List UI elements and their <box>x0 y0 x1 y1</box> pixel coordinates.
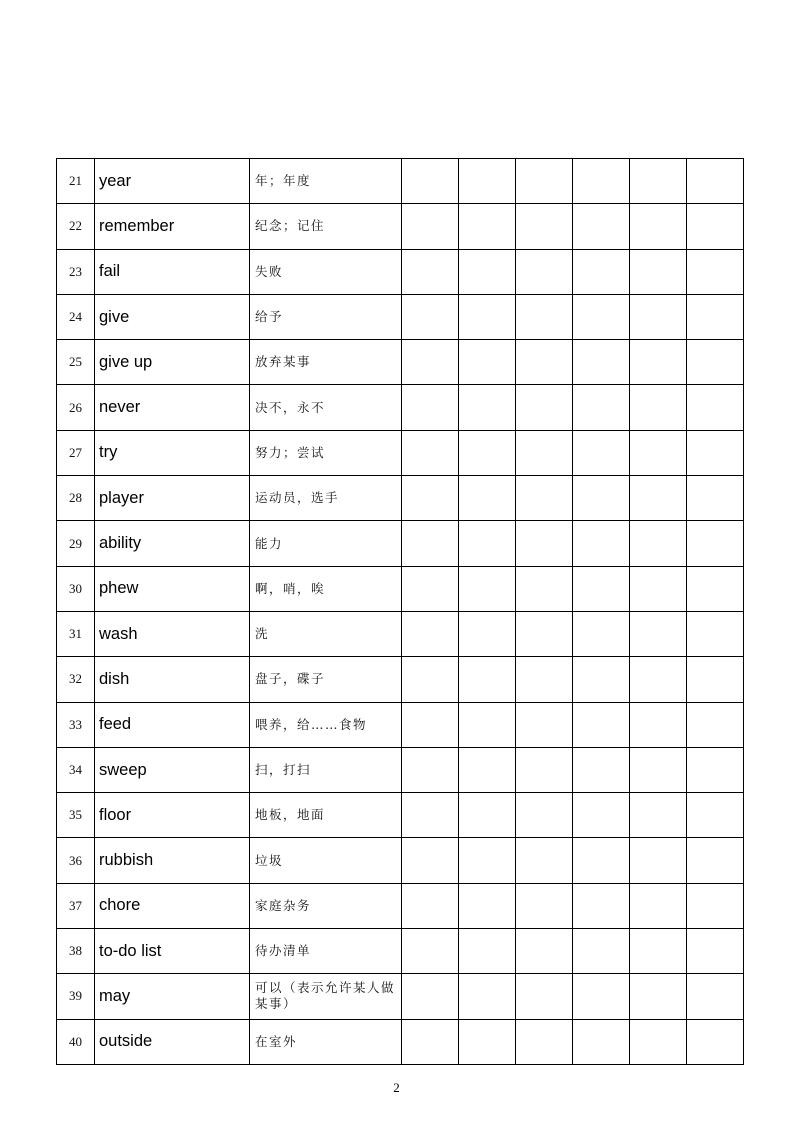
english-word: try <box>95 430 250 475</box>
table-row <box>57 929 744 974</box>
practice-cell <box>687 974 744 1019</box>
practice-cell <box>402 476 459 521</box>
english-word: phew <box>95 566 250 611</box>
practice-cell <box>459 430 516 475</box>
chinese-meaning: 决不，永不 <box>250 385 402 430</box>
practice-cell <box>630 838 687 883</box>
practice-cell <box>573 974 630 1019</box>
practice-cell <box>402 204 459 249</box>
practice-cell <box>402 294 459 339</box>
table-row <box>57 611 744 656</box>
chinese-meaning: 能力 <box>250 521 402 566</box>
english-word: floor <box>95 793 250 838</box>
table-row <box>57 294 744 339</box>
practice-cell <box>687 566 744 611</box>
practice-cell <box>630 929 687 974</box>
practice-cell <box>402 611 459 656</box>
row-number: 40 <box>57 1019 95 1064</box>
practice-cell <box>687 340 744 385</box>
english-word: may <box>95 974 250 1019</box>
practice-cell <box>402 747 459 792</box>
english-word: feed <box>95 702 250 747</box>
practice-cell <box>459 521 516 566</box>
practice-cell <box>630 702 687 747</box>
chinese-meaning: 纪念；记住 <box>250 204 402 249</box>
row-number: 31 <box>57 611 95 656</box>
practice-cell <box>687 793 744 838</box>
practice-cell <box>402 385 459 430</box>
practice-cell <box>687 883 744 928</box>
practice-cell <box>459 385 516 430</box>
practice-cell <box>516 702 573 747</box>
table-row <box>57 566 744 611</box>
practice-cell <box>402 340 459 385</box>
practice-cell <box>516 521 573 566</box>
chinese-meaning: 扫，打扫 <box>250 747 402 792</box>
practice-cell <box>459 702 516 747</box>
practice-cell <box>687 1019 744 1064</box>
practice-cell <box>516 249 573 294</box>
vocabulary-table-body <box>57 159 744 1065</box>
row-number: 39 <box>57 974 95 1019</box>
row-number: 38 <box>57 929 95 974</box>
english-word: give <box>95 294 250 339</box>
practice-cell <box>630 204 687 249</box>
row-number: 24 <box>57 294 95 339</box>
practice-cell <box>573 340 630 385</box>
practice-cell <box>630 340 687 385</box>
chinese-meaning: 给予 <box>250 294 402 339</box>
practice-cell <box>402 974 459 1019</box>
table-row <box>57 1019 744 1064</box>
practice-cell <box>459 657 516 702</box>
practice-cell <box>402 1019 459 1064</box>
practice-cell <box>573 702 630 747</box>
chinese-meaning: 放弃某事 <box>250 340 402 385</box>
practice-cell <box>687 385 744 430</box>
practice-cell <box>573 159 630 204</box>
english-word: outside <box>95 1019 250 1064</box>
row-number: 32 <box>57 657 95 702</box>
practice-cell <box>573 611 630 656</box>
english-word: never <box>95 385 250 430</box>
practice-cell <box>402 657 459 702</box>
practice-cell <box>516 476 573 521</box>
table-row <box>57 340 744 385</box>
vocabulary-table <box>56 158 744 1065</box>
table-row <box>57 702 744 747</box>
practice-cell <box>630 294 687 339</box>
table-row <box>57 385 744 430</box>
row-number: 21 <box>57 159 95 204</box>
practice-cell <box>573 566 630 611</box>
chinese-meaning: 家庭杂务 <box>250 883 402 928</box>
practice-cell <box>516 204 573 249</box>
practice-cell <box>516 611 573 656</box>
chinese-meaning: 垃圾 <box>250 838 402 883</box>
practice-cell <box>459 883 516 928</box>
practice-cell <box>573 430 630 475</box>
table-row <box>57 883 744 928</box>
practice-cell <box>459 974 516 1019</box>
table-row <box>57 747 744 792</box>
practice-cell <box>459 929 516 974</box>
practice-cell <box>687 204 744 249</box>
chinese-meaning: 地板，地面 <box>250 793 402 838</box>
chinese-meaning: 盘子，碟子 <box>250 657 402 702</box>
practice-cell <box>630 521 687 566</box>
english-word: give up <box>95 340 250 385</box>
practice-cell <box>573 929 630 974</box>
practice-cell <box>459 159 516 204</box>
practice-cell <box>459 793 516 838</box>
practice-cell <box>516 974 573 1019</box>
row-number: 34 <box>57 747 95 792</box>
page-number: 2 <box>393 1080 400 1095</box>
practice-cell <box>459 1019 516 1064</box>
chinese-meaning: 待办清单 <box>250 929 402 974</box>
practice-cell <box>459 476 516 521</box>
chinese-meaning: 年；年度 <box>250 159 402 204</box>
table-row <box>57 657 744 702</box>
row-number: 28 <box>57 476 95 521</box>
practice-cell <box>459 611 516 656</box>
chinese-meaning: 啊，哨，唉 <box>250 566 402 611</box>
practice-cell <box>687 702 744 747</box>
chinese-meaning: 失败 <box>250 249 402 294</box>
practice-cell <box>459 294 516 339</box>
practice-cell <box>516 747 573 792</box>
row-number: 23 <box>57 249 95 294</box>
practice-cell <box>573 657 630 702</box>
english-word: chore <box>95 883 250 928</box>
practice-cell <box>402 883 459 928</box>
row-number: 25 <box>57 340 95 385</box>
practice-cell <box>402 566 459 611</box>
practice-cell <box>630 657 687 702</box>
chinese-meaning: 洗 <box>250 611 402 656</box>
table-row <box>57 204 744 249</box>
practice-cell <box>630 249 687 294</box>
practice-cell <box>630 159 687 204</box>
english-word: year <box>95 159 250 204</box>
row-number: 36 <box>57 838 95 883</box>
row-number: 33 <box>57 702 95 747</box>
row-number: 35 <box>57 793 95 838</box>
table-row <box>57 476 744 521</box>
practice-cell <box>516 385 573 430</box>
practice-cell <box>573 1019 630 1064</box>
practice-cell <box>630 430 687 475</box>
chinese-meaning: 运动员，选手 <box>250 476 402 521</box>
practice-cell <box>687 294 744 339</box>
row-number: 37 <box>57 883 95 928</box>
practice-cell <box>687 249 744 294</box>
practice-cell <box>516 1019 573 1064</box>
chinese-meaning: 喂养，给……食物 <box>250 702 402 747</box>
practice-cell <box>402 793 459 838</box>
practice-cell <box>630 385 687 430</box>
practice-cell <box>516 929 573 974</box>
practice-cell <box>573 249 630 294</box>
practice-cell <box>573 385 630 430</box>
row-number: 27 <box>57 430 95 475</box>
practice-cell <box>687 657 744 702</box>
practice-cell <box>687 521 744 566</box>
table-row <box>57 521 744 566</box>
practice-cell <box>630 747 687 792</box>
practice-cell <box>516 838 573 883</box>
practice-cell <box>573 793 630 838</box>
practice-cell <box>630 793 687 838</box>
row-number: 30 <box>57 566 95 611</box>
practice-cell <box>687 611 744 656</box>
practice-cell <box>687 159 744 204</box>
practice-cell <box>687 476 744 521</box>
practice-cell <box>459 249 516 294</box>
practice-cell <box>630 476 687 521</box>
row-number: 22 <box>57 204 95 249</box>
table-row <box>57 159 744 204</box>
practice-cell <box>516 883 573 928</box>
practice-cell <box>573 521 630 566</box>
practice-cell <box>516 793 573 838</box>
table-row <box>57 793 744 838</box>
table-row <box>57 974 744 1019</box>
practice-cell <box>402 249 459 294</box>
english-word: remember <box>95 204 250 249</box>
practice-cell <box>402 521 459 566</box>
practice-cell <box>573 883 630 928</box>
table-row <box>57 838 744 883</box>
practice-cell <box>459 838 516 883</box>
practice-cell <box>630 611 687 656</box>
row-number: 29 <box>57 521 95 566</box>
english-word: sweep <box>95 747 250 792</box>
practice-cell <box>459 747 516 792</box>
practice-cell <box>516 657 573 702</box>
practice-cell <box>516 566 573 611</box>
practice-cell <box>402 430 459 475</box>
practice-cell <box>516 159 573 204</box>
practice-cell <box>516 294 573 339</box>
practice-cell <box>516 340 573 385</box>
practice-cell <box>459 204 516 249</box>
practice-cell <box>630 974 687 1019</box>
english-word: fail <box>95 249 250 294</box>
table-row <box>57 249 744 294</box>
practice-cell <box>573 838 630 883</box>
practice-cell <box>402 159 459 204</box>
english-word: player <box>95 476 250 521</box>
table-row <box>57 430 744 475</box>
chinese-meaning: 努力；尝试 <box>250 430 402 475</box>
chinese-meaning: 可以（表示允许某人做某事） <box>250 974 402 1019</box>
practice-cell <box>687 929 744 974</box>
chinese-meaning: 在室外 <box>250 1019 402 1064</box>
practice-cell <box>630 883 687 928</box>
row-number: 26 <box>57 385 95 430</box>
practice-cell <box>402 838 459 883</box>
practice-cell <box>573 204 630 249</box>
practice-cell <box>630 566 687 611</box>
practice-cell <box>573 294 630 339</box>
practice-cell <box>516 430 573 475</box>
practice-cell <box>459 340 516 385</box>
practice-cell <box>687 747 744 792</box>
practice-cell <box>459 566 516 611</box>
practice-cell <box>402 702 459 747</box>
practice-cell <box>402 929 459 974</box>
english-word: wash <box>95 611 250 656</box>
english-word: dish <box>95 657 250 702</box>
english-word: rubbish <box>95 838 250 883</box>
practice-cell <box>687 838 744 883</box>
practice-cell <box>687 430 744 475</box>
english-word: to-do list <box>95 929 250 974</box>
practice-cell <box>573 476 630 521</box>
english-word: ability <box>95 521 250 566</box>
practice-cell <box>573 747 630 792</box>
practice-cell <box>630 1019 687 1064</box>
